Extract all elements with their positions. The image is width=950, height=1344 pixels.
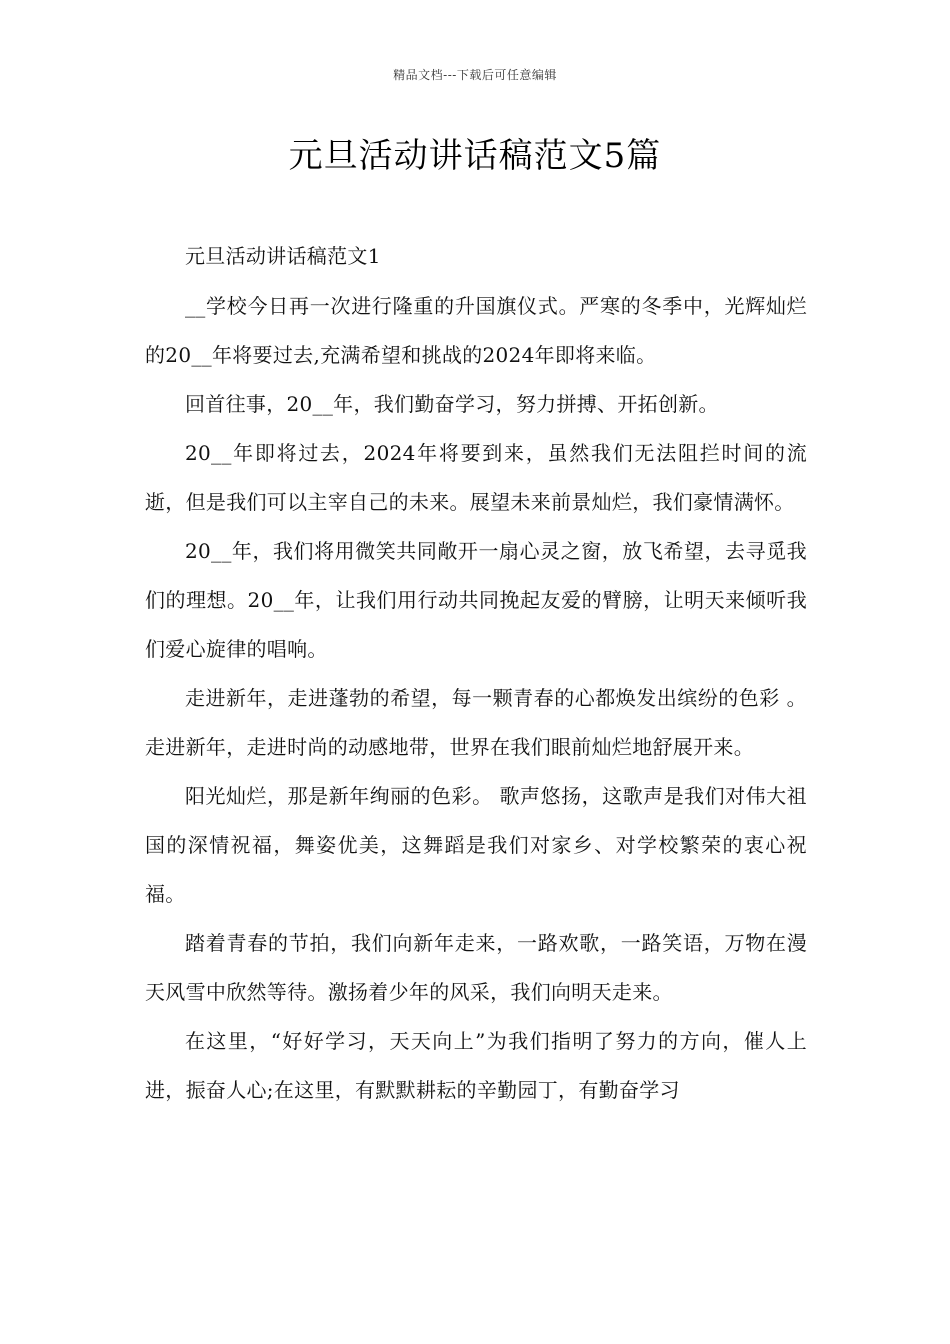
paragraph: 阳光灿烂，那是新年绚丽的色彩。 歌声悠扬，这歌声是我们对伟大祖国的深情祝福，舞姿优美，这舞蹈是我们对家乡、对学校繁荣的衷心祝福。 <box>145 784 807 906</box>
paragraph: 踏着青春的节拍，我们向新年走来，一路欢歌，一路笑语，万物在漫天风雪中欣然等待。激扬着少年的风采，我们向明天走来。 <box>145 931 807 1004</box>
paragraph: 在这里，“好好学习，天天向上”为我们指明了努力的方向，催人上进，振奋人心;在这里，有默默耕耘的辛勤园丁，有勤奋学习 <box>145 1029 807 1102</box>
paragraph: 20__年即将过去，2024年将要到来，虽然我们无法阻拦时间的流逝，但是我们可以主宰自己的未来。展望未来前景灿烂，我们豪情满怀。 <box>145 441 807 514</box>
paragraph: __学校今日再一次进行隆重的升国旗仪式。严寒的冬季中，光辉灿烂的20__年将要过去,充满希望和挑战的2024年即将来临。 <box>145 294 807 367</box>
paragraph: 回首往事，20__年，我们勤奋学习，努力拼搏、开拓创新。 <box>185 392 719 416</box>
document-title: 元旦活动讲话稿范文5篇 <box>288 136 662 176</box>
section-heading: 元旦活动讲话稿范文1 <box>185 244 381 268</box>
paragraph: 走进新年，走进蓬勃的希望，每一颗青春的心都焕发出缤纷的色彩 。走进新年，走进时尚的动感地带，世界在我们眼前灿烂地舒展开来。 <box>145 686 807 759</box>
document-body <box>145 232 807 1115</box>
paragraph: 20__年，我们将用微笑共同敞开一扇心灵之窗，放飞希望，去寻觅我们的理想。20__年，让我们用行动共同挽起友爱的臂膀，让明天来倾听我们爱心旋律的唱响。 <box>145 539 807 661</box>
header-note: 精品文档---下载后可任意编辑 <box>393 68 557 82</box>
